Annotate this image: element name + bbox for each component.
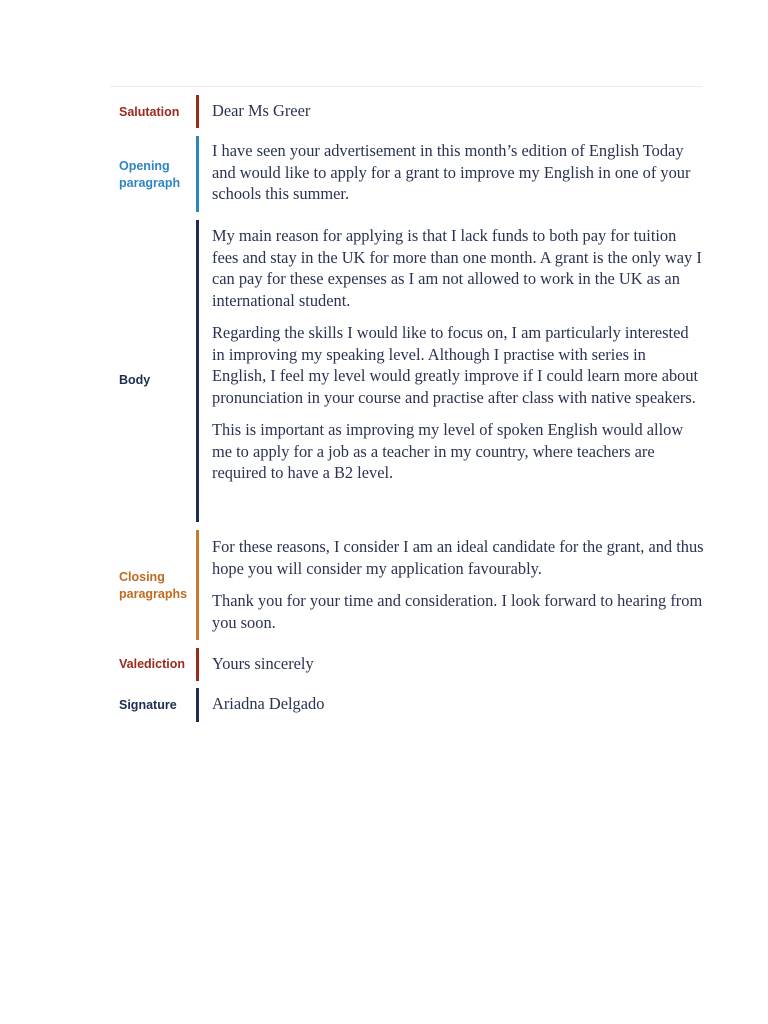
signature-label: Signature [119,698,177,712]
signature-text: Ariadna Delgado [212,694,325,713]
valediction-label: Valediction [119,657,185,671]
salutation-text: Dear Ms Greer [212,101,311,120]
top-divider [110,86,702,87]
closing-text [212,536,704,633]
valediction-text: Yours sincerely [212,654,314,673]
body-label: Body [119,373,151,387]
closing-label: Closing paragraphs [119,570,188,601]
opening-label: Opening paragraph [119,159,181,190]
body-text [212,225,704,484]
body-paragraph-3: This is important as improving my level of spoken English would allow me to apply for a job as a teacher in my country, where teachers are required to have a B2 level. [212,420,684,482]
body-paragraph-1: My main reason for applying is that I lack funds to both pay for tuition fees and stay in the UK for more than one month. A grant is the only way I can pay for these expenses as I am not allowed to work in the UK as an international student. [212,226,702,310]
closing-bar [196,530,199,640]
body-bar [196,220,199,522]
closing-paragraph-1: For these reasons, I consider I am an ideal candidate for the grant, and thus hope you will consider my application favourably. [212,537,704,578]
salutation-label: Salutation [119,105,180,119]
closing-paragraph-2: Thank you for your time and consideration. I look forward to hearing from you soon. [212,591,703,632]
body-paragraph-2: Regarding the skills I would like to focus on, I am particularly interested in improving my speaking level. Although I practise with series in English, I feel my level would greatly improve if I could learn more about pronunciation in your course and practise after class with native speakers. [212,323,699,407]
opening-text: I have seen your advertisement in this month’s edition of English Today and would like to apply for a grant to improve my English in one of your schools this summer. [212,141,691,203]
opening-bar [196,136,199,212]
valediction-bar [196,648,199,681]
signature-bar [196,688,199,722]
salutation-bar [196,95,199,128]
